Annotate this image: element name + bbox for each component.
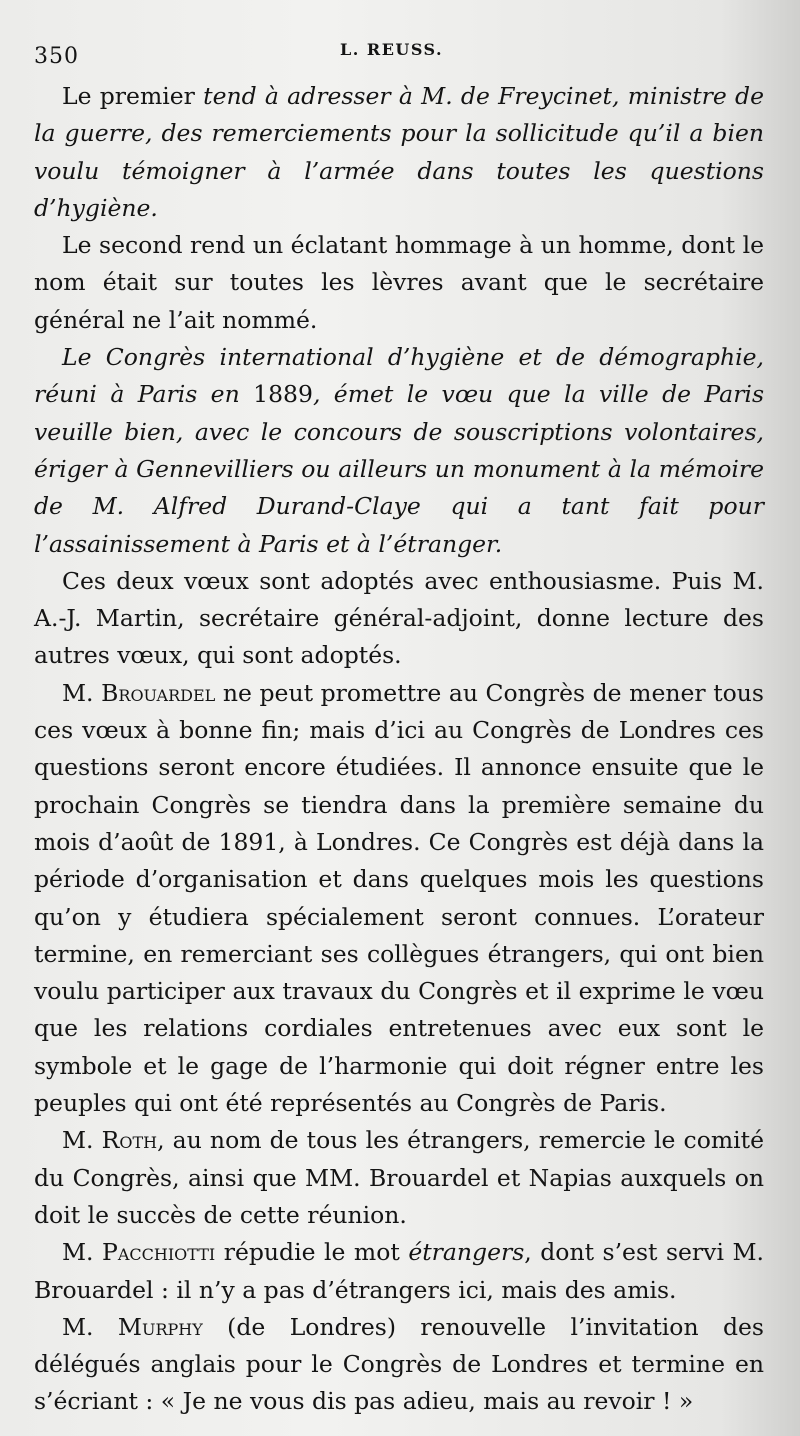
paragraph-8-prefix: M.: [62, 1312, 118, 1341]
paragraph-1-start: Le premier: [62, 82, 204, 110]
paragraph-7: [34, 1234, 764, 1309]
paragraph-7-b: , dont s’est servi M. Brouardel : il n’y a pas d’étrangers ici, mais des amis.: [34, 1238, 764, 1304]
paragraph-4: Ces deux vœux sont adoptés avec enthousiasme. Puis M. A.-J. Martin, secrétaire général-adjoint, donne lecture des autres vœux, qui sont adoptés.: [34, 566, 764, 670]
paragraph-2: Le second rend un éclatant hommage à un homme, dont le nom était sur toutes les lèvres avant que le secrétaire général ne l’ait nommé.: [34, 231, 764, 334]
paragraph-7-italic: étrangers: [408, 1238, 525, 1267]
paragraph-3-year: 1889: [253, 380, 313, 409]
paragraph-3-b: , émet le vœu que la ville de Paris veuille bien, avec le concours de souscriptions volontaires, ériger à Gennevilliers ou ailleurs un monument à la mémoire de M. Alfred Durand-Claye qui a tant fait pour l’assainissement à Paris et à l’étranger.: [34, 380, 765, 558]
paragraph-8-text: (de Londres) renouvelle l’invitation des délégués anglais pour le Congrès de Londres et termine en s’écriant : « Je ne vous dis pas adieu, mais au revoir ! »: [34, 1312, 764, 1416]
paragraph-5-text: ne peut promettre au Congrès de mener tous ces vœux à bonne fin; mais d’ici au Congrès de Londres ces questions seront encore étudiées. Il annonce ensuite que le prochain Congrès se tiendra dans la première semaine du mois d’août de 1891, à Londres. Ce Congrès est déjà dans la période d’organisation et dans quelques mois les questions qu’on y étudiera spécialement seront connues. L’orateur termine, en remerciant ses collègues étrangers, qui ont bien voulu participer aux travaux du Congrès et il exprime le vœu que les relations cordiales entretenues avec eux sont le symbole et le gage de l’harmonie qui doit régner entre les peuples qui ont été représentés au Congrès de Paris.: [34, 678, 764, 1118]
paragraph-7-a: répudie le mot: [215, 1238, 409, 1267]
paragraph-1: [34, 78, 764, 227]
paragraph-3-a: Le Congrès international d’hygiène et de démographie, réuni à Paris en: [34, 343, 764, 409]
paragraph-1-italic: tend à adresser à M. de Freycinet, ministre de la guerre, des remerciements pour la sollicitude qu’il a bien voulu témoigner à l’armée dans toutes les questions d’hygiène.: [34, 82, 765, 222]
speaker-name-pacchiotti: Pacchiotti: [102, 1238, 216, 1267]
body-text: [34, 78, 764, 1421]
running-head: L. REUSS.: [340, 40, 444, 59]
page-header: [34, 36, 740, 76]
paragraph-6: [34, 1122, 764, 1234]
speaker-name-roth: Roth: [101, 1126, 158, 1155]
speaker-name-brouardel: Brouardel: [101, 678, 216, 707]
paragraph-8: [34, 1309, 764, 1421]
speaker-name-murphy: Murphy: [117, 1312, 203, 1341]
paragraph-6-prefix: M.: [62, 1126, 102, 1155]
paragraph-5-prefix: M.: [62, 678, 102, 707]
page-number: 350: [34, 44, 79, 69]
paragraph-3-resolution: [34, 339, 764, 563]
paragraph-6-text: , au nom de tous les étrangers, remercie le comité du Congrès, ainsi que MM. Brouardel et Napias auxquels on doit le succès de cette réunion.: [34, 1126, 764, 1229]
paragraph-7-prefix: M.: [62, 1238, 103, 1267]
paragraph-5: [34, 675, 764, 1123]
